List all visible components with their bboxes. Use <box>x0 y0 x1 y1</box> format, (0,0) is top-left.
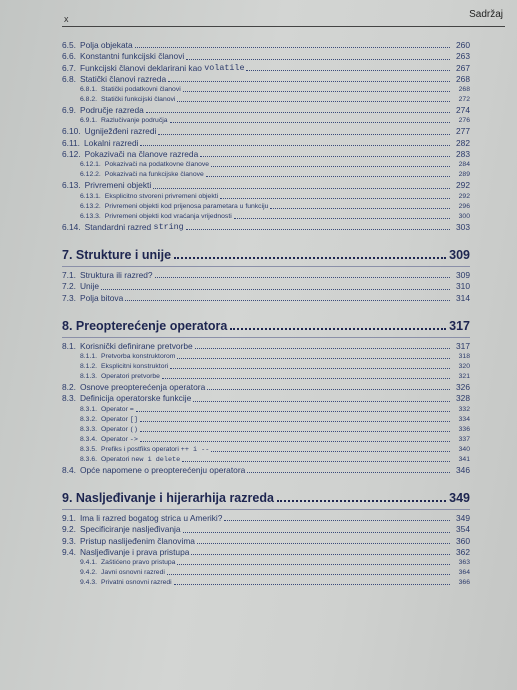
toc-entry[interactable] <box>62 382 470 393</box>
dot-leader <box>193 400 450 402</box>
dot-leader <box>183 531 450 533</box>
dot-leader <box>211 450 450 452</box>
entry-number: 8.4. <box>62 464 76 475</box>
toc-entry[interactable] <box>62 51 470 62</box>
entry-title: Pokazivači na članove razreda <box>84 149 199 160</box>
dot-leader <box>270 207 450 209</box>
dot-leader <box>183 90 450 92</box>
entry-number: 8.1. <box>62 340 76 351</box>
entry-title: Zaštićeno pravo pristupa <box>101 559 176 567</box>
toc-entry[interactable] <box>62 95 470 105</box>
toc-entry[interactable] <box>62 578 470 588</box>
entry-page: 303 <box>456 221 470 232</box>
entry-page: 276 <box>458 117 470 125</box>
entry-title: Operatori <box>101 455 130 463</box>
entry-page: 268 <box>458 86 470 94</box>
chapter-rule <box>62 337 470 338</box>
dot-leader <box>162 377 450 379</box>
page-header <box>62 6 505 27</box>
toc-entry[interactable] <box>62 293 470 304</box>
toc-entry[interactable] <box>62 455 470 465</box>
entry-page: 277 <box>456 126 470 137</box>
entry-number: 8.3.4. <box>80 435 98 443</box>
entry-number: 6.13.3. <box>80 212 101 220</box>
entry-page: 363 <box>458 559 470 567</box>
entry-number: 6.13.2. <box>80 202 101 210</box>
entry-title: Ima li razred bogatog strica u Ameriki? <box>79 513 223 524</box>
entry-title: Javni osnovni razredi <box>101 569 165 577</box>
toc-entry[interactable] <box>62 222 470 233</box>
entry-page: 283 <box>456 149 470 160</box>
entry-page: 334 <box>458 415 470 423</box>
entry-number: 6.8.1. <box>80 86 98 94</box>
entry-number: 8.3.3. <box>80 425 98 433</box>
entry-title: Struktura ili razred? <box>79 269 153 280</box>
entry-number: 6.11. <box>62 137 81 148</box>
entry-number: 9.4. <box>62 546 76 557</box>
dot-leader <box>101 288 450 290</box>
entry-page: 340 <box>458 445 470 453</box>
entry-title: Standardni razred <box>84 221 152 232</box>
dot-leader <box>186 228 450 230</box>
entry-number: 6.7. <box>62 62 76 73</box>
entry-title: Operator <box>101 435 128 443</box>
entry-number: 6.8. <box>62 73 76 84</box>
entry-number: 6.13.1. <box>80 192 101 200</box>
toc-entry[interactable] <box>62 568 470 578</box>
dot-leader <box>174 583 450 585</box>
entry-title: Korisnički definirane pretvorbe <box>79 340 193 351</box>
dot-leader <box>246 69 450 71</box>
entry-page: 349 <box>456 513 470 524</box>
entry-code: volatile <box>204 62 245 73</box>
toc-entry[interactable] <box>62 536 470 547</box>
dot-leader <box>195 347 450 349</box>
toc-entry[interactable] <box>62 270 470 281</box>
dot-leader <box>177 563 450 565</box>
chapter-title: 8. Preopterećenje operatora <box>62 318 228 333</box>
entry-number: 8.1.2. <box>80 363 98 371</box>
toc-entry[interactable] <box>62 63 470 74</box>
toc-entry[interactable] <box>62 341 470 352</box>
entry-title: Operatori pretvorbe <box>101 373 160 381</box>
entry-page: 318 <box>458 353 470 361</box>
entry-title: Osnove preopterećenja operatora <box>79 382 206 393</box>
entry-page: 326 <box>456 382 470 393</box>
entry-page: 268 <box>456 73 470 84</box>
dot-leader <box>247 471 450 473</box>
entry-page: 267 <box>456 62 470 73</box>
entry-title: Konstantni funkcijski članovi <box>79 51 185 62</box>
dot-leader <box>206 175 450 177</box>
entry-number: 8.3.5. <box>80 445 98 453</box>
toc-entry[interactable] <box>62 116 470 126</box>
dot-leader <box>224 519 450 521</box>
dot-leader <box>207 388 450 390</box>
toc-entry[interactable] <box>62 180 470 191</box>
dot-leader <box>200 155 450 157</box>
entry-number: 6.12.1. <box>80 161 101 169</box>
entry-number: 8.1.1. <box>80 353 98 361</box>
chapter-title: 7. Strukture i unije <box>62 247 172 262</box>
dot-leader <box>220 197 450 199</box>
entry-page: 321 <box>458 373 470 381</box>
dot-leader <box>177 100 450 102</box>
toc-entry[interactable] <box>62 74 470 85</box>
dot-leader <box>277 500 446 502</box>
dot-leader <box>140 430 450 432</box>
chapter-page: 309 <box>449 247 470 262</box>
dot-leader <box>177 357 450 359</box>
entry-page: 289 <box>458 171 470 179</box>
entry-title: Ugniježđeni razredi <box>84 126 157 137</box>
entry-page: 284 <box>458 161 470 169</box>
entry-title: Područje razreda <box>79 105 144 116</box>
toc-entry[interactable] <box>62 558 470 568</box>
entry-number: 7.2. <box>62 281 76 292</box>
dot-leader <box>140 440 450 442</box>
entry-title: Operator <box>101 425 128 433</box>
entry-title: Eksplicitni konstruktori <box>101 363 169 371</box>
toc-entry[interactable] <box>62 435 470 445</box>
entry-code: ++ i -- <box>180 445 210 454</box>
entry-number: 8.3.2. <box>80 415 98 423</box>
entry-page: 272 <box>458 96 470 104</box>
entry-title: Funkcijski članovi deklarirani kao <box>79 62 202 73</box>
entry-title: Lokalni razredi <box>84 137 139 148</box>
dot-leader <box>197 542 450 544</box>
entry-number: 6.10. <box>62 126 81 137</box>
entry-number: 8.3.1. <box>80 405 98 413</box>
page-number-roman: x <box>64 14 69 24</box>
entry-page: 292 <box>458 192 470 200</box>
entry-code: [] <box>129 415 138 424</box>
entry-number: 6.8.2. <box>80 96 98 104</box>
entry-number: 9.4.3. <box>80 579 98 587</box>
toc-entry[interactable] <box>62 170 470 180</box>
entry-code: () <box>129 425 138 434</box>
entry-page: 320 <box>458 363 470 371</box>
entry-number: 6.14. <box>62 221 81 232</box>
table-of-contents <box>62 40 470 588</box>
dot-leader <box>140 144 450 146</box>
entry-title: Statički članovi razreda <box>79 73 167 84</box>
dot-leader <box>170 367 450 369</box>
entry-number: 8.1.3. <box>80 373 98 381</box>
toc-entry[interactable] <box>62 105 470 116</box>
entry-page: 341 <box>458 455 470 463</box>
entry-page: 310 <box>456 281 470 292</box>
entry-page: 274 <box>456 105 470 116</box>
entry-page: 366 <box>458 579 470 587</box>
toc-entry[interactable] <box>62 149 470 160</box>
dot-leader <box>211 165 450 167</box>
entry-page: 332 <box>458 405 470 413</box>
entry-number: 8.2. <box>62 382 76 393</box>
entry-number: 9.4.1. <box>80 559 98 567</box>
section-title: Sadržaj <box>469 9 503 20</box>
entry-number: 9.4.2. <box>80 569 98 577</box>
entry-number: 9.2. <box>62 524 76 535</box>
chapter-page: 349 <box>449 491 470 506</box>
dot-leader <box>135 46 450 48</box>
toc-entry[interactable] <box>62 393 470 404</box>
chapter-rule <box>62 266 470 267</box>
entry-title: Privremeni objekti kod prijenosa parametara u funkciju <box>104 202 269 210</box>
entry-page: 296 <box>458 202 470 210</box>
entry-title: Razlučivanje područja <box>101 117 168 125</box>
entry-number: 9.3. <box>62 535 76 546</box>
toc-entry[interactable] <box>62 513 470 524</box>
entry-page: 346 <box>456 464 470 475</box>
entry-page: 360 <box>456 535 470 546</box>
entry-title: Pokazivači na funkcijske članove <box>104 171 204 179</box>
toc-entry[interactable] <box>62 160 470 170</box>
toc-entry[interactable] <box>62 524 470 535</box>
dot-leader <box>191 553 450 555</box>
toc-entry[interactable] <box>62 372 470 382</box>
entry-page: 362 <box>456 546 470 557</box>
dot-leader <box>140 420 450 422</box>
toc-entry[interactable] <box>62 425 470 435</box>
entry-code: = <box>129 405 134 414</box>
toc-entry[interactable] <box>62 85 470 95</box>
dot-leader <box>182 460 450 462</box>
chapter-heading[interactable] <box>62 488 470 505</box>
chapter-page: 317 <box>449 318 470 333</box>
entry-title: Opće napomene o preopterećenju operatora <box>79 464 246 475</box>
entry-page: 337 <box>458 435 470 443</box>
entry-code: -> <box>129 435 138 444</box>
entry-title: Pristup naslijeđenim članovima <box>79 535 195 546</box>
entry-page: 317 <box>456 340 470 351</box>
dot-leader <box>234 217 450 219</box>
toc-entry[interactable] <box>62 40 470 51</box>
toc-entry[interactable] <box>62 138 470 149</box>
toc-entry[interactable] <box>62 352 470 362</box>
dot-leader <box>186 58 450 60</box>
toc-entry[interactable] <box>62 362 470 372</box>
toc-entry[interactable] <box>62 405 470 415</box>
toc-entry[interactable] <box>62 212 470 222</box>
toc-entry[interactable] <box>62 415 470 425</box>
entry-page: 328 <box>456 393 470 404</box>
entry-number: 6.9.1. <box>80 117 98 125</box>
entry-title: Privremeni objekti kod vraćanja vrijednosti <box>104 212 232 220</box>
toc-entry[interactable] <box>62 445 470 455</box>
entry-page: 292 <box>456 180 470 191</box>
entry-title: Operator <box>101 415 128 423</box>
entry-number: 6.12. <box>62 149 81 160</box>
entry-number: 7.1. <box>62 269 76 280</box>
entry-page: 282 <box>456 137 470 148</box>
entry-title: Prefiks i postfiks operatori <box>101 445 179 453</box>
toc-entry[interactable] <box>62 192 470 202</box>
entry-title: Pretvorba konstruktorom <box>101 353 176 361</box>
chapter-heading[interactable] <box>62 245 470 262</box>
entry-page: 300 <box>458 212 470 220</box>
entry-number: 8.3.6. <box>80 455 98 463</box>
entry-title: Privremeni objekti <box>84 180 152 191</box>
entry-title: Pokazivači na podatkovne članove <box>104 161 210 169</box>
entry-page: 314 <box>456 292 470 303</box>
entry-title: Nasljeđivanje i prava pristupa <box>79 546 190 557</box>
toc-entry[interactable] <box>62 281 470 292</box>
dot-leader <box>158 133 450 135</box>
entry-number: 6.9. <box>62 105 76 116</box>
entry-code: new i delete <box>131 455 181 464</box>
entry-number: 6.13. <box>62 180 81 191</box>
dot-leader <box>168 80 450 82</box>
entry-number: 9.1. <box>62 513 76 524</box>
entry-number: 6.5. <box>62 40 76 50</box>
entry-title: Statički funkcijski članovi <box>101 96 176 104</box>
entry-page: 263 <box>456 51 470 62</box>
entry-code: string <box>153 221 184 232</box>
dot-leader <box>155 276 450 278</box>
entry-number: 6.12.2. <box>80 171 101 179</box>
entry-title: Unije <box>79 281 100 292</box>
chapter-heading[interactable] <box>62 316 470 333</box>
entry-title: Statički podatkovni članovi <box>101 86 181 94</box>
entry-page: 260 <box>456 40 470 50</box>
entry-page: 354 <box>456 524 470 535</box>
entry-page: 336 <box>458 425 470 433</box>
dot-leader <box>174 257 446 259</box>
entry-title: Polja bitova <box>79 292 124 303</box>
dot-leader <box>136 410 450 412</box>
dot-leader <box>167 573 450 575</box>
entry-number: 6.6. <box>62 51 76 62</box>
entry-title: Operator <box>101 405 128 413</box>
dot-leader <box>170 121 450 123</box>
chapter-title: 9. Nasljeđivanje i hijerarhija razreda <box>62 491 274 506</box>
entry-title: Privatni osnovni razredi <box>101 579 172 587</box>
dot-leader <box>146 111 450 113</box>
entry-page: 309 <box>456 269 470 280</box>
toc-entry[interactable] <box>62 465 470 476</box>
dot-leader <box>230 328 446 330</box>
toc-entry[interactable] <box>62 202 470 212</box>
entry-title: Specificiranje nasljeđivanja <box>79 524 181 535</box>
entry-number: 7.3. <box>62 292 76 303</box>
entry-page: 364 <box>458 569 470 577</box>
dot-leader <box>153 187 450 189</box>
chapter-rule <box>62 509 470 510</box>
entry-title: Eksplicitno stvoreni privremeni objekti <box>104 192 219 200</box>
dot-leader <box>125 299 450 301</box>
toc-entry[interactable] <box>62 547 470 558</box>
entry-number: 8.3. <box>62 393 76 404</box>
toc-entry[interactable] <box>62 126 470 137</box>
entry-title: Definicija operatorske funkcije <box>79 393 192 404</box>
entry-title: Polja objekata <box>79 40 133 50</box>
